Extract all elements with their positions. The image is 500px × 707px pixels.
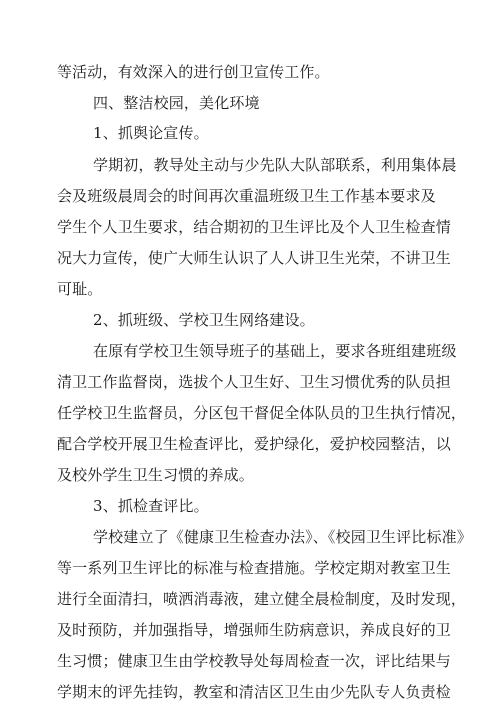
text-line-12: 任学校卫生监督员，分区包干督促全体队员的卫生执行情况， [57,404,467,422]
text-line-4: 学期初，教导处主动与少先队大队部联系，利用集体晨 [93,156,457,174]
text-line-20: 生习惯；健康卫生由学校教导处每周检查一次，评比结果与 [57,652,451,670]
text-line-10: 在原有学校卫生领导班子的基础上，要求各班组建班级 [93,342,457,360]
subheading-1: 1、抓舆论宣传。 [93,124,209,142]
text-line-21: 学期末的评先挂钩，教室和清洁区卫生由少先队专人负责检 [57,683,451,701]
text-line-17: 等一系列卫生评比的标准与检查措施。学校定期对教室卫生 [57,559,451,577]
text-line-1: 等活动，有效深入的进行创卫宣传工作。 [57,63,330,81]
text-line-8: 可耻。 [57,280,103,298]
subheading-3: 3、抓检查评比。 [93,497,209,515]
section-heading: 四、整洁校园，美化环境 [93,94,260,112]
text-line-19: 及时预防，并加强指导，增强师生防病意识，养成良好的卫 [57,621,451,639]
text-line-7: 况大力宣传，使广大师生认识了人人讲卫生光荣，不讲卫生 [57,249,451,267]
text-line-5: 会及班级晨周会的时间再次重温班级卫生工作基本要求及 [57,187,436,205]
text-line-13: 配合学校开展卫生检查评比，爱护绿化，爱护校园整洁，以 [57,435,451,453]
text-line-11: 清卫工作监督岗，选拔个人卫生好、卫生习惯优秀的队员担 [57,373,451,391]
text-line-18: 进行全面清扫，喷洒消毒液，建立健全晨检制度，及时发现， [57,590,467,608]
text-line-16: 学校建立了《健康卫生检查办法》、《校园卫生评比标准》 [93,528,472,546]
text-line-14: 及校外学生卫生习惯的养成。 [57,466,254,484]
text-line-6: 学生个人卫生要求，结合期初的卫生评比及个人卫生检查情 [57,218,451,236]
subheading-2: 2、抓班级、学校卫生网络建设。 [93,311,315,329]
